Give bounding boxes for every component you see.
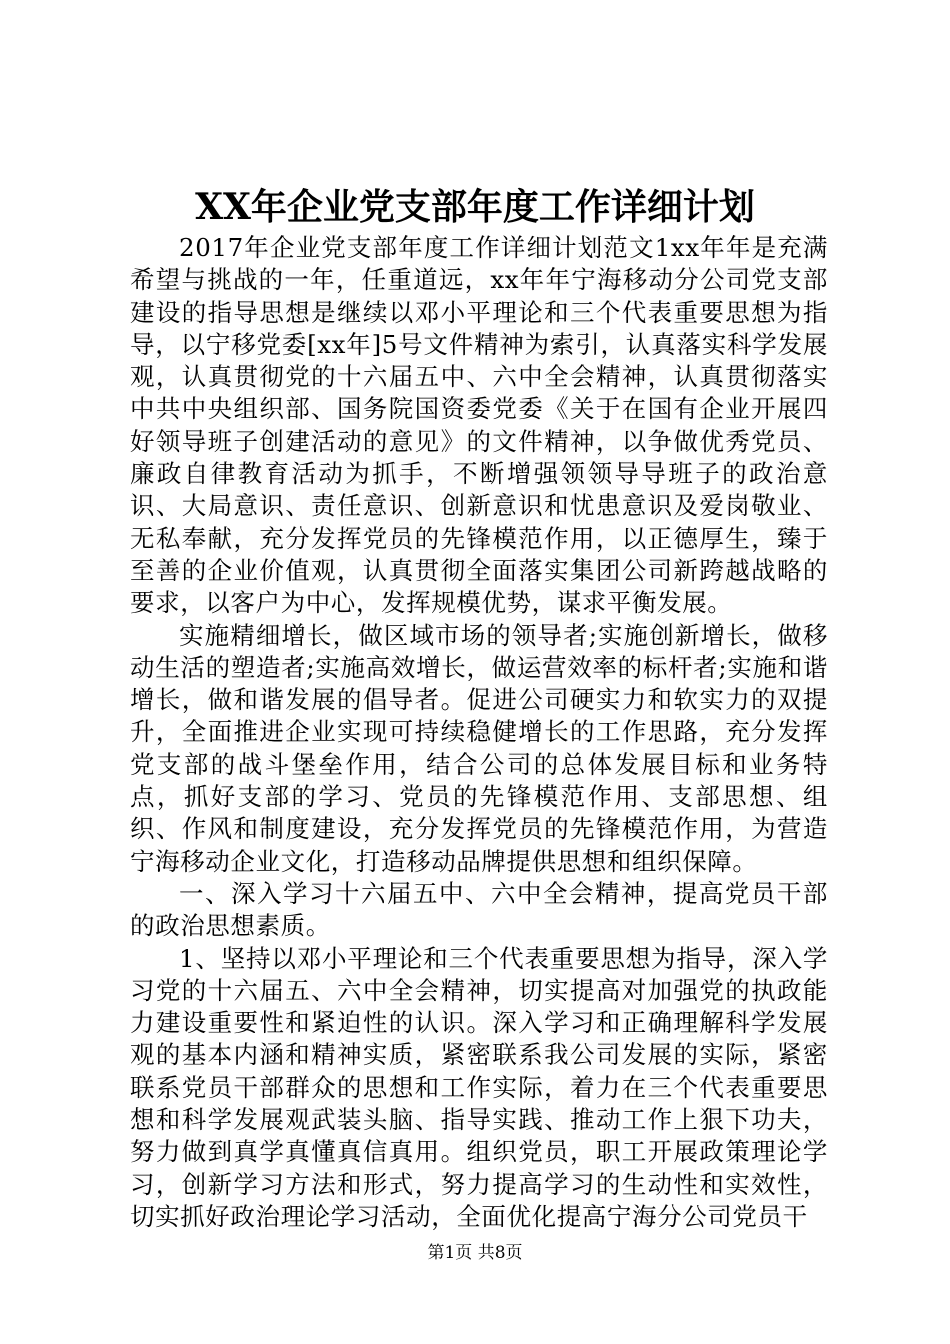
paragraph-growth-strategy: 实施精细增长，做区域市场的领导者;实施创新增长，做移动生活的塑造者;实施高效增长，做运营效率的标杆者;实施和谐增长，做和谐发展的倡导者。促进公司硬实力和软实力的双提升，全面推进企业实现可持续稳健增长的工作思路，充分发挥党支部的战斗堡垒作用，结合公司的总体发展目标和业务特点，抓好支部的学习、党员的先锋模范作用、支部思想、组织、作风和制度建设，充分发挥党员的先锋模范作用，为营造宁海移动企业文化，打造移动品牌提供思想和组织保障。 [130, 620, 828, 876]
paragraph-item-1: 1、坚持以邓小平理论和三个代表重要思想为指导，深入学习党的十六届五、六中全会精神，切实提高对加强党的执政能力建设重要性和紧迫性的认识。深入学习和正确理解科学发展观的基本内涵和精神实质，紧密联系我公司发展的实际，紧密联系党员干部群众的思想和工作实际，着力在三个代表重要思想和科学发展观武装头脑、指导实践、推动工作上狠下功夫，努力做到真学真懂真信真用。组织党员，职工开展政策理论学习，创新学习方法和形式，努力提高学习的生动性和实效性，切实抓好政治理论学习活动，全面优化提高宁海分公司党员干 [130, 943, 828, 1231]
page-footer: 第1页 共8页 [427, 1243, 523, 1263]
section-heading-1: 一、深入学习十六届五中、六中全会精神，提高党员干部的政治思想素质。 [130, 878, 828, 941]
document-body [130, 232, 828, 1233]
document-title: XX年企业党支部年度工作详细计划 [195, 186, 755, 228]
paragraph-intro: 2017年企业党支部年度工作详细计划范文1xx年年是充满希望与挑战的一年，任重道远，xx年年宁海移动分公司党支部建设的指导思想是继续以邓小平理论和三个代表重要思想为指导，以宁移党委[xx年]5号文件精神为索引，认真落实科学发展观，认真贯彻党的十六届五中、六中全会精神，认真贯彻落实中共中央组织部、国务院国资委党委《关于在国有企业开展四好领导班子创建活动的意见》的文件精神，以争做优秀党员、廉政自律教育活动为抓手，不断增强领领导导班子的政治意识、大局意识、责任意识、创新意识和忧患意识及爱岗敬业、无私奉献，充分发挥党员的先锋模范作用，以正德厚生，臻于至善的企业价值观，认真贯彻全面落实集团公司新跨越战略的要求，以客户为中心，发挥规模优势，谋求平衡发展。 [130, 233, 828, 618]
